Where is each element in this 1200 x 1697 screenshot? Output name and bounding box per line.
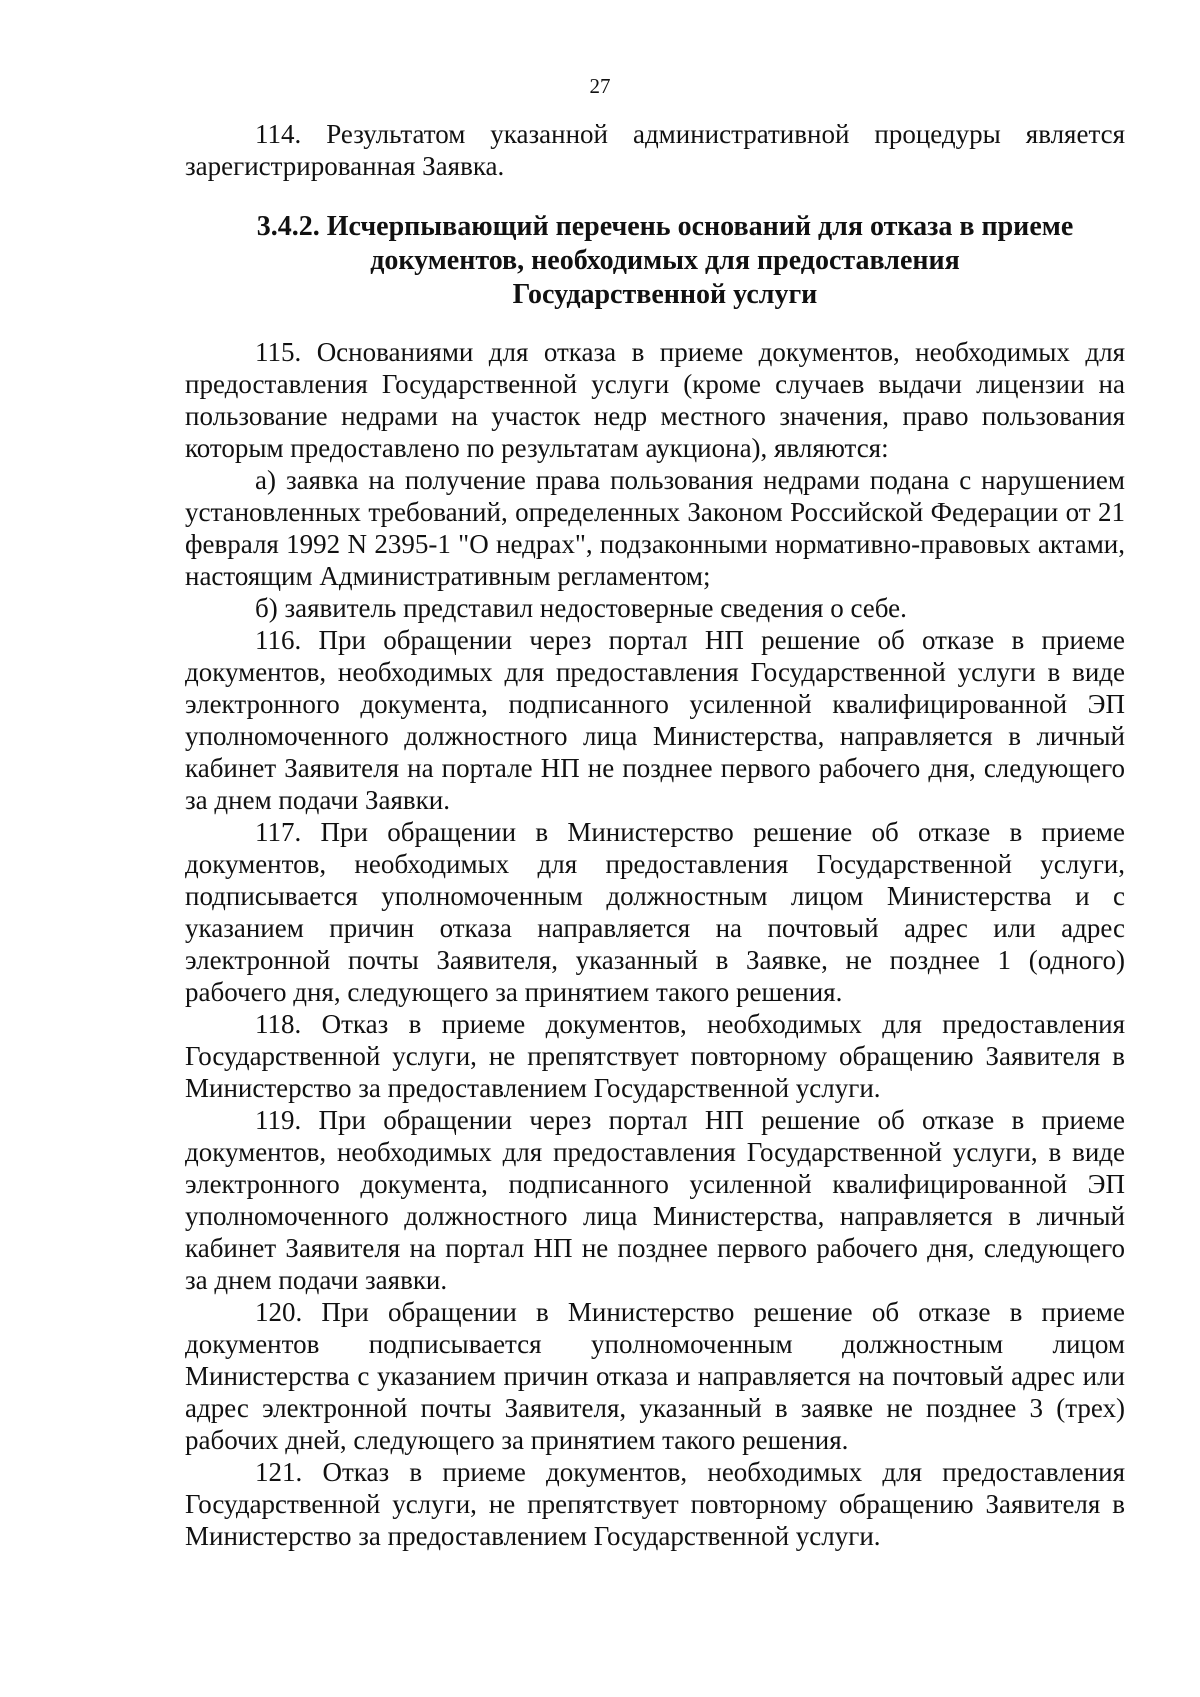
paragraph-121: 121. Отказ в приеме документов, необходимых для предоставления Государственной услуги, не препятствует повторному обращению Заявителя в Министерство за предоставлением Государственной услуги. — [185, 1457, 1125, 1551]
section-heading-line-1: 3.4.2. Исчерпывающий перечень оснований для отказа в приеме — [256, 211, 1074, 242]
paragraph-114: 114. Результатом указанной административной процедуры является зарегистрированная Заявка. — [185, 119, 1125, 181]
document-body — [185, 118, 1125, 1552]
paragraph-116: 116. При обращении через портал НП решение об отказе в приеме документов, необходимых для предоставления Государственной услуги в виде электронного документа, подписанного усиленной квалифицированной ЭП уполномоченного должностного лица Министерства, направляется в личный кабинет Заявителя на портале НП не позднее первого рабочего дня, следующего за днем подачи Заявки. — [185, 625, 1125, 815]
section-heading-line-2: документов, необходимых для предоставления — [370, 245, 960, 276]
paragraph-119: 119. При обращении через портал НП решение об отказе в приеме документов, необходимых для предоставления Государственной услуги, в виде электронного документа, подписанного усиленной квалифицированной ЭП уполномоченного должностного лица Министерства, направляется в личный кабинет Заявителя на портал НП не позднее первого рабочего дня, следующего за днем подачи заявки. — [185, 1105, 1125, 1295]
paragraph-115-item-a: а) заявка на получение права пользования недрами подана с нарушением установленных требований, определенных Законом Российской Федерации от 21 февраля 1992 N 2395-1 "О недрах", подзаконными нормативно-правовых актами, настоящим Административным регламентом; — [185, 465, 1125, 591]
section-heading — [185, 210, 1125, 312]
section-heading-line-3: Государственной услуги — [512, 279, 818, 310]
paragraph-120: 120. При обращении в Министерство решение об отказе в приеме документов подписывается уполномоченным должностным лицом Министерства с указанием причин отказа и направляется на почтовый адрес или адрес электронной почты Заявителя, указанный в заявке не позднее 3 (трех) рабочих дней, следующего за принятием такого решения. — [185, 1297, 1125, 1455]
paragraph-117: 117. При обращении в Министерство решение об отказе в приеме документов, необходимых для предоставления Государственной услуги, подписывается уполномоченным должностным лицом Министерства и с указанием причин отказа направляется на почтовый адрес или адрес электронной почты Заявителя, указанный в Заявке, не позднее 1 (одного) рабочего дня, следующего за принятием такого решения. — [185, 817, 1125, 1007]
page-number: 27 — [589, 74, 611, 98]
paragraph-115-item-b: б) заявитель представил недостоверные сведения о себе. — [255, 593, 907, 623]
paragraph-118: 118. Отказ в приеме документов, необходимых для предоставления Государственной услуги, не препятствует повторному обращению Заявителя в Министерство за предоставлением Государственной услуги. — [185, 1009, 1125, 1103]
paragraph-115: 115. Основаниями для отказа в приеме документов, необходимых для предоставления Государственной услуги (кроме случаев выдачи лицензии на пользование недрами на участок недр местного значения, право пользования которым предоставлено по результатам аукциона), являются: — [185, 337, 1125, 463]
